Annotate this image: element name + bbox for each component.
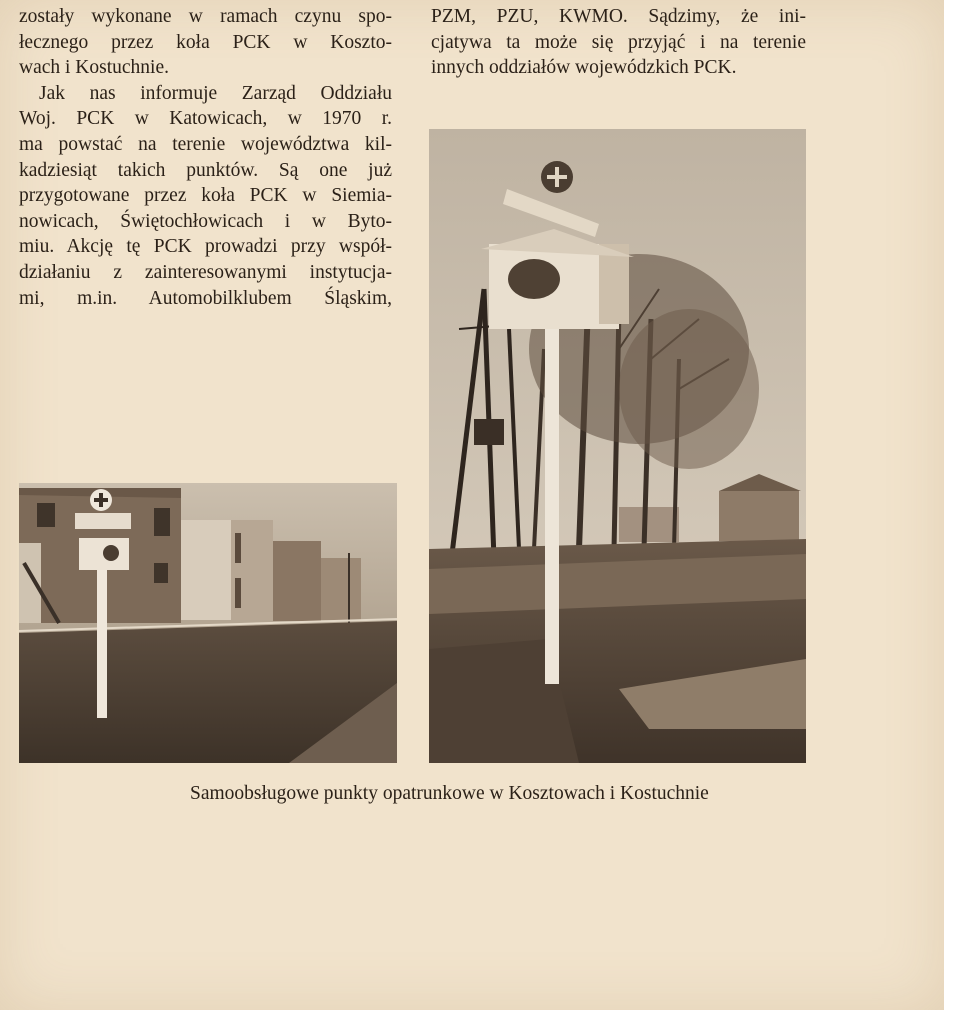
text-line: Woj. PCK w Katowicach, w 1970 r. bbox=[19, 108, 392, 130]
text-column-left bbox=[19, 4, 392, 311]
text-line: innych oddziałów wojewódzkich PCK. bbox=[431, 57, 737, 79]
photo-roadside-first-aid-post bbox=[429, 129, 806, 763]
photo-caption: Samoobsługowe punkty opatrunkowe w Kosztowach i Kostuchnie bbox=[190, 783, 709, 804]
text-column-right bbox=[431, 4, 806, 81]
text-line: nowicach, Świętochłowicach i w Byto- bbox=[19, 210, 392, 232]
text-line: łecznego przez koła PCK w Koszto- bbox=[19, 31, 392, 53]
text-line: działaniu z zainteresowanymi instytucja- bbox=[19, 261, 392, 283]
text-line: PZM, PZU, KWMO. Sądzimy, że ini- bbox=[431, 6, 806, 27]
text-line: cjatywa ta może się przyjąć i na terenie bbox=[431, 31, 806, 53]
text-line: mi, m.in. Automobilklubem Śląskim, bbox=[19, 287, 392, 309]
text-line: przygotowane przez koła PCK w Siemia- bbox=[19, 185, 392, 207]
text-line: miu. Akcję tę PCK prowadzi przy współ- bbox=[19, 236, 392, 258]
text-line: ma powstać na terenie województwa kil- bbox=[19, 133, 392, 155]
text-line: zostały wykonane w ramach czynu spo- bbox=[19, 6, 392, 27]
text-line: wach i Kostuchnie. bbox=[19, 57, 170, 79]
text-line: kadziesiąt takich punktów. Są one już bbox=[19, 159, 392, 181]
photo-street-first-aid-post bbox=[19, 483, 397, 763]
text-line: Jak nas informuje Zarząd Oddziału bbox=[39, 82, 392, 104]
